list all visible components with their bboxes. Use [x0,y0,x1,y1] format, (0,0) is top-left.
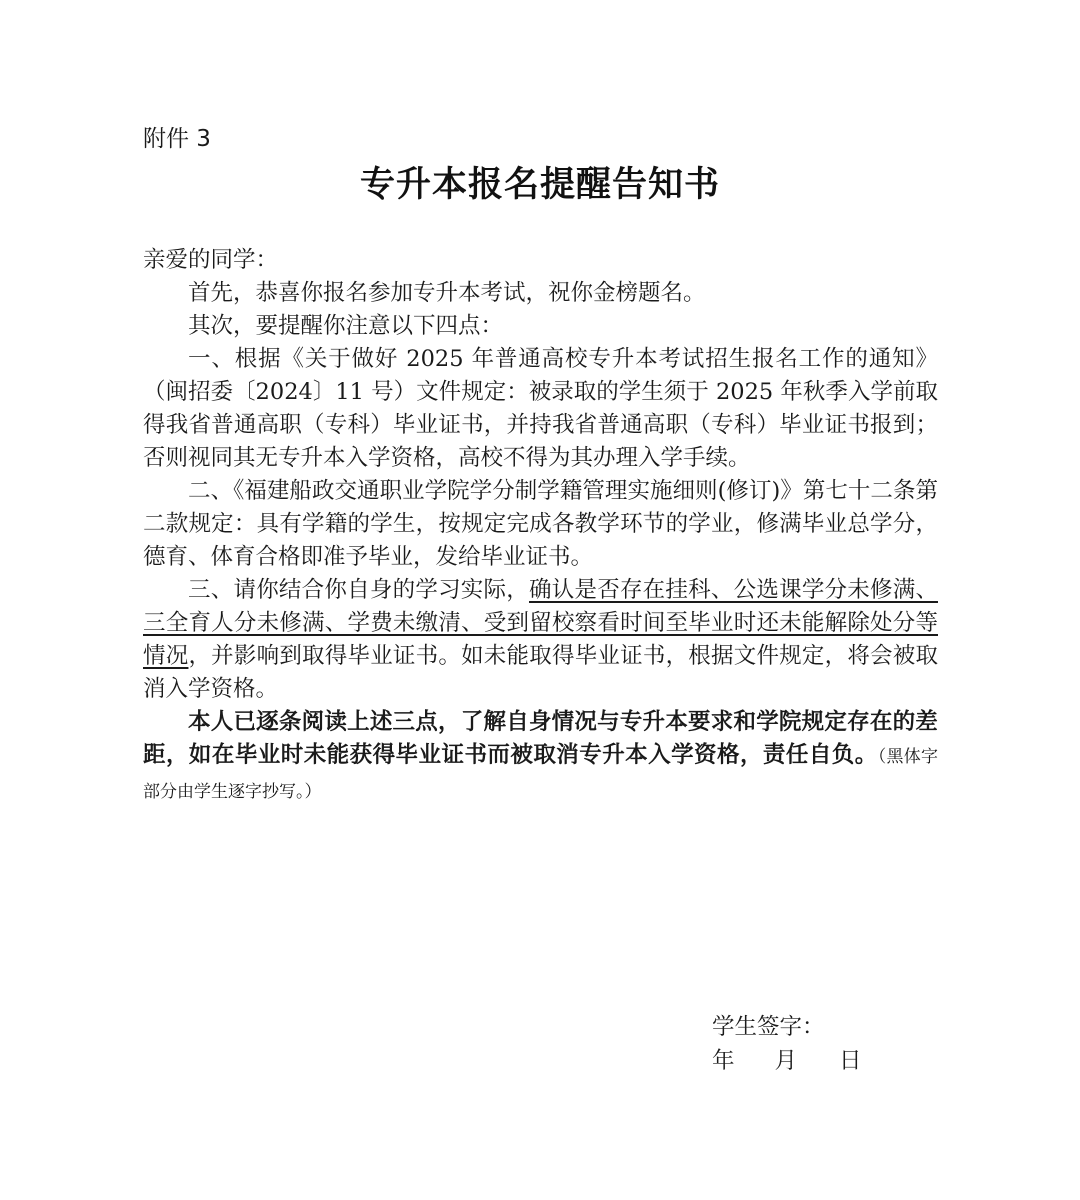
point-three [143,574,938,706]
paragraph-second: 其次，要提醒你注意以下四点： [188,313,504,339]
signature-block [712,1010,862,1078]
greeting: 亲爱的同学： [143,247,279,273]
point-one: 一、根据《关于做好 2025 年普通高校专升本考试招生报名工作的通知》（闽招委〔2024〕11 号）文件规定：被录取的学生须于 2025 年秋季入学前取得我省普通高职（专科）毕业证书，并持我省普通高职（专科）毕业证书报到；否则视同其无专升本入学资格，高校不得为其办理入学手续。 [143,346,938,471]
point-three-lead: 三、请你结合你自身的学习实际， [188,577,530,603]
date-line [712,1044,862,1078]
point-two: 二、《福建船政交通职业学院学分制学籍管理实施细则(修订)》第七十二条第二款规定：具有学籍的学生，按规定完成各教学环节的学业，修满毕业总学分，德育、体育合格即准予毕业，发给毕业证书。 [143,478,938,570]
declaration-text: 本人已逐条阅读上述三点，了解自身情况与专升本要求和学院规定存在的差距，如在毕业时未能获得毕业证书而被取消专升本入学资格，责任自负。 [143,709,938,768]
attachment-label: 附件 3 [143,126,211,152]
date-month: 月 [774,1048,798,1074]
point-three-underlined: 确认是否存在挂科、公选课学分未修满、三全育人分未修满、学费未缴清、受到留校察看时间至毕业时还未能解除处分等情况 [143,577,938,669]
declaration [143,706,938,809]
letter-body [143,244,938,809]
signature-label: 学生签字： [712,1014,825,1040]
date-day: 日 [839,1048,862,1074]
page-title: 专升本报名提醒告知书 [359,164,720,205]
paragraph-first: 首先，恭喜你报名参加专升本考试，祝你金榜题名。 [188,280,706,306]
date-year: 年 [712,1048,735,1074]
declaration-note: （黑体字部分由学生逐字抄写。） [143,747,938,802]
point-three-tail: ，并影响到取得毕业证书。如未能取得毕业证书，根据文件规定，将会被取消入学资格。 [143,643,938,702]
